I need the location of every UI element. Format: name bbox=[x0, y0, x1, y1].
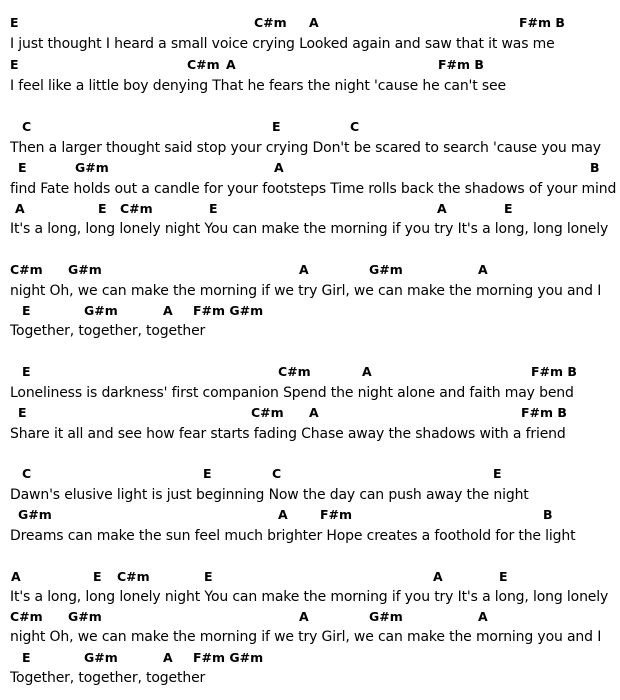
chord: E bbox=[504, 201, 513, 216]
lyric-line: find Fate holds out a candle for your footsteps Time rolls back the shadows of your mind bbox=[10, 181, 617, 197]
chord: A bbox=[309, 15, 319, 30]
chord: B bbox=[590, 160, 600, 175]
chord: G#m bbox=[68, 609, 102, 624]
chord-line bbox=[0, 649, 620, 669]
chord: F#m G#m bbox=[193, 303, 264, 318]
chord: E bbox=[203, 466, 212, 481]
chord: A bbox=[433, 569, 443, 584]
chord: A bbox=[163, 650, 173, 665]
lyric-line: It's a long, long lonely night You can make the morning if you try It's a long, long lonely bbox=[10, 221, 609, 237]
chord: A bbox=[15, 201, 25, 216]
chord: F#m G#m bbox=[193, 650, 264, 665]
chord-line bbox=[0, 363, 620, 383]
lyric-line: Together, together, together bbox=[10, 670, 206, 686]
lyric-line: Together, together, together bbox=[10, 323, 206, 339]
chord: A bbox=[362, 364, 372, 379]
chord: E bbox=[204, 569, 213, 584]
chord: C#m bbox=[278, 364, 311, 379]
chord-line bbox=[0, 608, 620, 628]
chord: C#m bbox=[251, 405, 284, 420]
chord: E bbox=[98, 201, 107, 216]
lyric-line: Share it all and see how fear starts fading Chase away the shadows with a friend bbox=[10, 426, 566, 442]
chord: A bbox=[274, 160, 284, 175]
chord: E bbox=[18, 160, 27, 175]
chord: F#m B bbox=[438, 57, 484, 72]
lyric-line: I just thought I heard a small voice crying Looked again and saw that it was me bbox=[10, 36, 555, 52]
chord-line bbox=[0, 200, 620, 220]
chord: A bbox=[278, 507, 288, 522]
chord: F#m bbox=[320, 507, 353, 522]
chord: E bbox=[22, 364, 31, 379]
chord: G#m bbox=[369, 609, 403, 624]
chord: C bbox=[272, 466, 282, 481]
chord: E bbox=[18, 405, 27, 420]
chord: A bbox=[299, 262, 309, 277]
chord: C bbox=[350, 119, 360, 134]
chord: G#m bbox=[75, 160, 109, 175]
chord: G#m bbox=[84, 303, 118, 318]
chord: G#m bbox=[68, 262, 102, 277]
chord: A bbox=[478, 262, 488, 277]
chord: E bbox=[10, 15, 19, 30]
chord: A bbox=[478, 609, 488, 624]
lyric-line: Loneliness is darkness' first companion Spend the night alone and faith may bend bbox=[10, 385, 574, 401]
chord: A bbox=[163, 303, 173, 318]
chord: E bbox=[272, 119, 281, 134]
chord-line bbox=[0, 14, 620, 34]
chord: G#m bbox=[84, 650, 118, 665]
chord: E bbox=[22, 650, 31, 665]
chord: A bbox=[226, 57, 236, 72]
chord: A bbox=[309, 405, 319, 420]
chord: E bbox=[499, 569, 508, 584]
chord-line bbox=[0, 404, 620, 424]
chord: C#m bbox=[10, 262, 43, 277]
chord: E bbox=[10, 57, 19, 72]
chord: C bbox=[22, 119, 32, 134]
lyric-line: I feel like a little boy denying That he fears the night 'cause he can't see bbox=[10, 78, 506, 94]
chord: E bbox=[22, 303, 31, 318]
lyric-line: night Oh, we can make the morning if we try Girl, we can make the morning you and I bbox=[10, 283, 602, 299]
chord: E bbox=[493, 466, 502, 481]
chord-line bbox=[0, 118, 620, 138]
chord: C#m bbox=[120, 201, 153, 216]
chord: F#m B bbox=[519, 15, 565, 30]
chord: C#m bbox=[254, 15, 287, 30]
chord: A bbox=[11, 569, 21, 584]
chord: F#m B bbox=[521, 405, 567, 420]
chord: E bbox=[93, 569, 102, 584]
chord: G#m bbox=[18, 507, 52, 522]
chord: A bbox=[437, 201, 447, 216]
lyric-line: night Oh, we can make the morning if we try Girl, we can make the morning you and I bbox=[10, 629, 602, 645]
chord: C bbox=[22, 466, 32, 481]
chord: C#m bbox=[10, 609, 43, 624]
chord-line bbox=[0, 159, 620, 179]
chord: E bbox=[209, 201, 218, 216]
chord-line bbox=[0, 465, 620, 485]
lyric-line: Dawn's elusive light is just beginning Now the day can push away the night bbox=[10, 487, 529, 503]
lyric-line: It's a long, long lonely night You can make the morning if you try It's a long, long lonely bbox=[10, 589, 609, 605]
chord-line bbox=[0, 568, 620, 588]
lyric-line: Then a larger thought said stop your crying Don't be scared to search 'cause you may bbox=[10, 140, 601, 156]
chord-line bbox=[0, 261, 620, 281]
chord: G#m bbox=[369, 262, 403, 277]
chord-line bbox=[0, 56, 620, 76]
chord-line bbox=[0, 302, 620, 322]
chord: B bbox=[543, 507, 553, 522]
chord: C#m bbox=[117, 569, 150, 584]
chord: C#m bbox=[187, 57, 220, 72]
chord: A bbox=[299, 609, 309, 624]
chord-line bbox=[0, 506, 620, 526]
chord: F#m B bbox=[531, 364, 577, 379]
lyric-line: Dreams can make the sun feel much brighter Hope creates a foothold for the light bbox=[10, 528, 576, 544]
